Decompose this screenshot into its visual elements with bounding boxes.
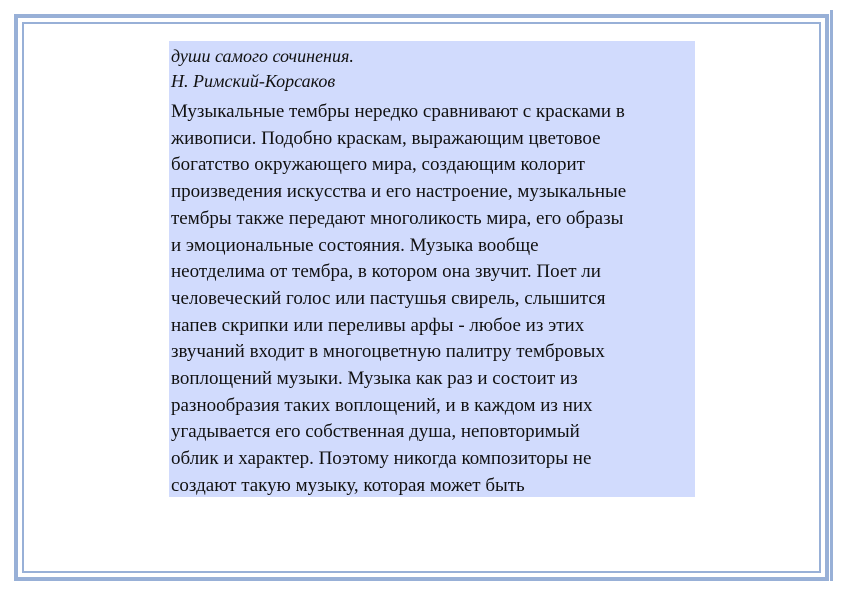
body-line: произведения искусства и его настроение, музыкальные [171, 181, 627, 203]
body-line: живописи. Подобно краскам, выражающим цветовое [171, 127, 601, 149]
body-paragraph [171, 99, 693, 500]
body-line: создают такую музыку, которая может быть [171, 474, 525, 496]
body-line: напев скрипки или переливы арфы - любое из этих [171, 314, 585, 336]
body-line: Музыкальные тембры нередко сравнивают с красками в [171, 101, 625, 122]
text-box [169, 41, 695, 497]
body-line: угадывается его собственная душа, неповторимый [171, 421, 580, 443]
body-line: неотделима от тембра, в котором она звучит. Поет ли [171, 261, 601, 283]
body-line: облик и характер. Поэтому никогда композиторы не [171, 448, 592, 470]
body-line: богатство окружающего мира, создающим колорит [171, 154, 585, 176]
body-line: разнообразия таких воплощений, и в каждом из них [171, 394, 593, 416]
quote-author: Н. Римский-Корсаков [171, 71, 336, 91]
body-line: и эмоциональные состояния. Музыка вообще [171, 234, 539, 256]
body-line: звучаний входит в многоцветную палитру тембровых [171, 341, 605, 363]
body-line: воплощений музыки. Музыка как раз и состоит из [171, 368, 578, 390]
body-line: человеческий голос или пастушья свирель, слышится [171, 287, 606, 309]
quote-text: души самого сочинения. [171, 46, 354, 66]
slide-frame-edge [830, 10, 833, 581]
body-line: тембры также передают многоликость мира, его образы [171, 207, 624, 229]
